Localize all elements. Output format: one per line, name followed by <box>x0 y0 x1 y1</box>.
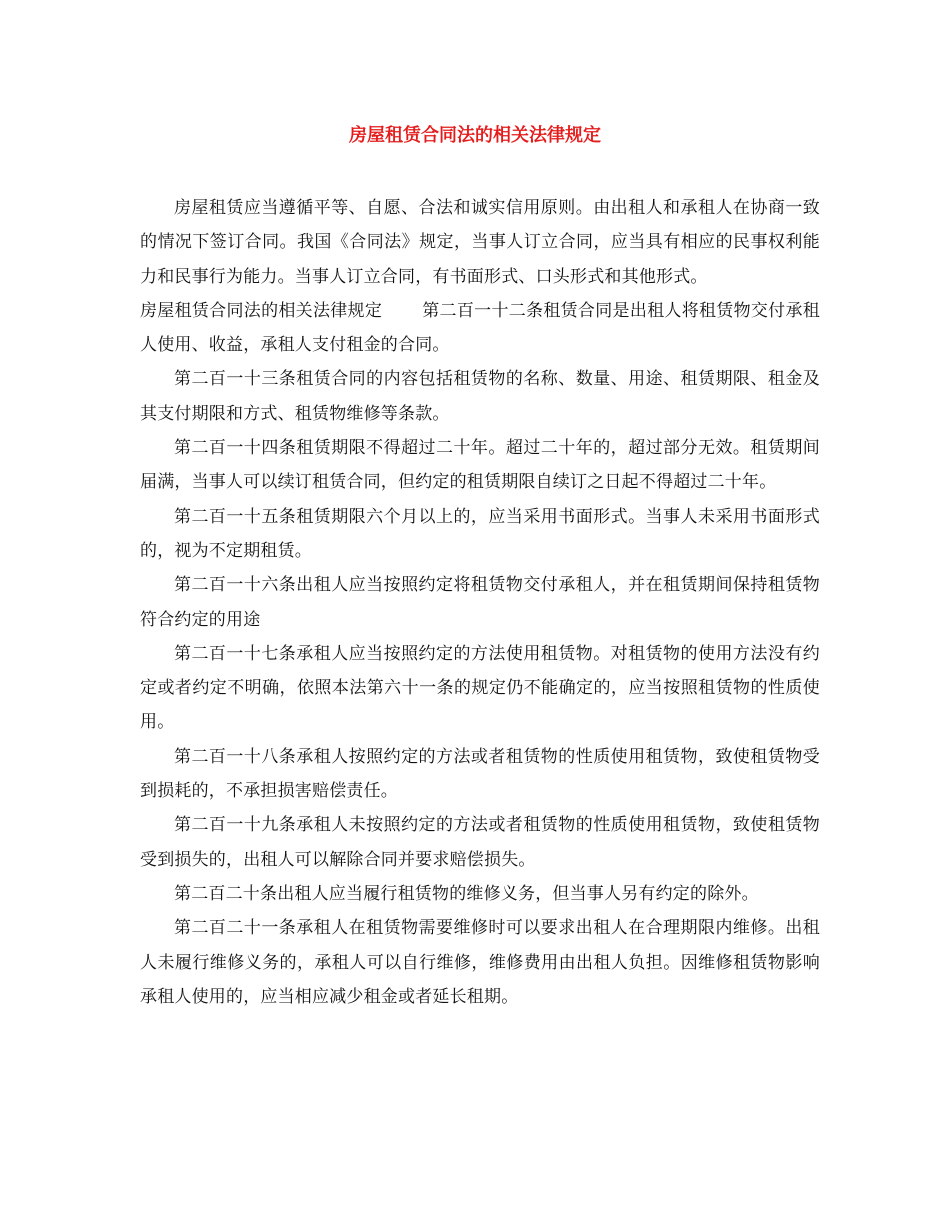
article-221: 第二百二十一条承租人在租赁物需要维修时可以要求出租人在合理期限内维修。出租人未履行维修义务的，承租人可以自行维修，维修费用由出租人负担。因维修租赁物影响承租人使用的，应当相应减少租金或者延长租期。 <box>140 918 820 1007</box>
section-heading: 房屋租赁合同法的相关法律规定 <box>140 300 383 321</box>
article-213: 第二百一十三条租赁合同的内容包括租赁物的名称、数量、用途、租赁期限、租金及其支付期限和方式、租赁物维修等条款。 <box>140 369 820 424</box>
article-215: 第二百一十五条租赁期限六个月以上的，应当采用书面形式。当事人未采用书面形式的，视为不定期租赁。 <box>140 506 820 561</box>
article-217: 第二百一十七条承租人应当按照约定的方法使用租赁物。对租赁物的使用方法没有约定或者约定不明确，依照本法第六十一条的规定仍不能确定的，应当按照租赁物的性质使用。 <box>140 643 820 733</box>
document-body <box>140 191 820 1014</box>
article-218: 第二百一十八条承租人按照约定的方法或者租赁物的性质使用租赁物，致使租赁物受到损耗的，不承担损害赔偿责任。 <box>140 746 820 802</box>
article-216: 第二百一十六条出租人应当按照约定将租赁物交付承租人，并在租赁期间保持租赁物符合约定的用途 <box>140 575 820 630</box>
article-219: 第二百一十九条承租人未按照约定的方法或者租赁物的性质使用租赁物，致使租赁物受到损失的，出租人可以解除合同并要求赔偿损失。 <box>140 815 820 870</box>
article-214: 第二百一十四条租赁期限不得超过二十年。超过二十年的，超过部分无效。租赁期间届满，当事人可以续订租赁合同，但约定的租赁期限自续订之日起不得超过二十年。 <box>140 438 820 493</box>
intro-paragraph: 房屋租赁应当遵循平等、自愿、合法和诚实信用原则。由出租人和承租人在协商一致的情况下签订合同。我国《合同法》规定，当事人订立合同，应当具有相应的民事权利能力和民事行为能力。当事人订立合同，有书面形式、口头形式和其他形式。 <box>140 198 820 287</box>
article-220: 第二百二十条出租人应当履行租赁物的维修义务，但当事人另有约定的除外。 <box>174 883 759 904</box>
document-title: 房屋租赁合同法的相关法律规定 <box>349 125 601 146</box>
article-212: 第二百一十二条租赁合同是出租人将租赁物交付承租人使用、收益，承租人支付租金的合同。 <box>140 300 820 356</box>
article-212-paragraph <box>140 294 820 363</box>
